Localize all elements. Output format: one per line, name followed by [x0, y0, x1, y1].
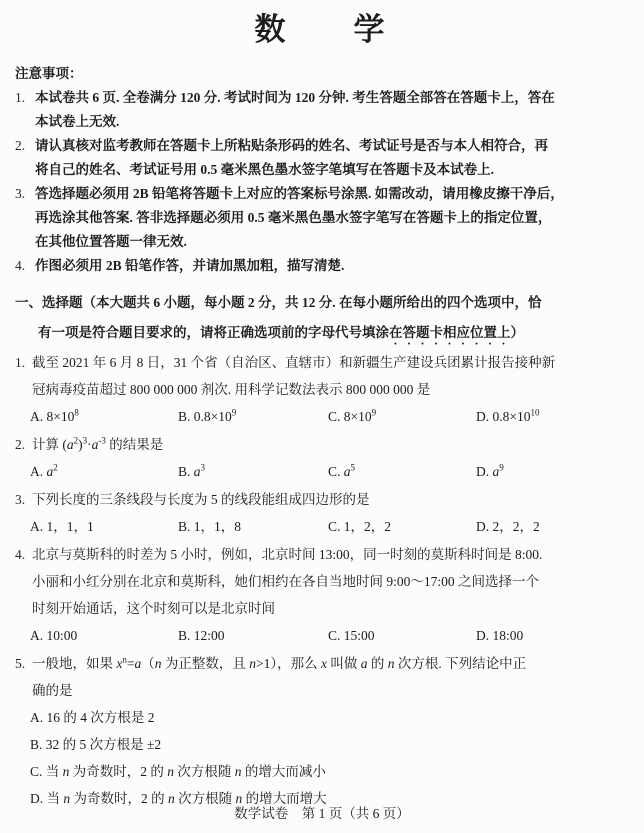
option-b: B. 1，1，8 [178, 519, 242, 534]
option-d: D. $0.8\times 10^{10}$ [476, 407, 540, 424]
notice-item-1 [15, 86, 626, 134]
question-number: 1. [15, 355, 26, 370]
notice-item-4 [15, 254, 626, 278]
notice-number: 1. [15, 90, 26, 105]
question-line: 冠病毒疫苗超过 800 000 000 剂次. 用科学记数法表示 800 000 000 是 [32, 382, 431, 397]
options-row [30, 513, 626, 540]
option-a: A. 16 的 4 次方根是 2 [30, 710, 155, 725]
question-4 [15, 541, 626, 649]
notice-number: 2. [15, 138, 26, 153]
notice-item-3 [15, 182, 626, 254]
question-line: 一般地，如果 $x^n=a(n$ 为正整数，且 n>1），那么 x 叫做 a 的 n 次方根. 下列结论中正 [32, 654, 527, 671]
question-line: 截至 2021 年 6 月 8 日，31 个省（自治区、直辖市）和新疆生产建设兵团累计报告接种新 [32, 355, 556, 370]
option-b: B. 32 的 5 次方根是 ±2 [30, 737, 162, 752]
section-heading-choice [15, 288, 626, 348]
option-a: A. $8\times 10^8$ [30, 407, 79, 424]
question-number: 5. [15, 656, 26, 671]
options-stack [30, 704, 626, 812]
options-row [30, 458, 626, 485]
notices-section [15, 62, 626, 278]
question-3 [15, 486, 626, 540]
question-1 [15, 349, 626, 430]
option-c: C. 1，2，2 [328, 519, 392, 534]
notice-line: 作图必须用 2B 铅笔作答，并请加黑加粗，描写清楚. [35, 258, 345, 273]
exam-title: 数 学 [254, 12, 387, 47]
notice-number: 4. [15, 258, 26, 273]
question-5 [15, 650, 626, 812]
option-a: A. 10:00 [30, 628, 78, 643]
section-heading-line1: 一、选择题（本大题共 6 小题，每小题 2 分，共 12 分. 在每小题所给出的四个选项中，恰 [15, 295, 542, 310]
question-line: 下列长度的三条线段与长度为 5 的线段能组成四边形的是 [32, 492, 370, 507]
option-d: D. $a^9$ [476, 462, 504, 479]
options-row [30, 403, 626, 430]
option-a: A. 1，1，1 [30, 519, 94, 534]
question-line: 确的是 [32, 683, 73, 698]
option-d: D. 18:00 [476, 628, 524, 643]
section-heading-emphasized-text: 在答题卡相应位置上 [389, 325, 511, 340]
notice-line: 在其他位置答题一律无效. [35, 234, 187, 249]
notices-heading: 注意事项： [15, 66, 83, 81]
option-b: B. $0.8\times 10^9$ [178, 407, 237, 424]
question-number: 2. [15, 437, 26, 452]
notice-line: 本试卷共 6 页. 全卷满分 120 分. 考试时间为 120 分钟. 考生答题全部答在答题卡上，答在 [35, 90, 555, 105]
option-c: C. $a^5$ [328, 462, 356, 479]
notice-line: 再选涂其他答案. 答非选择题必须用 0.5 毫米黑色墨水签字笔写在答题卡上的指定位置， [35, 210, 552, 225]
option-d: D. 2，2，2 [476, 519, 540, 534]
option-d: D. 当 n 为奇数时，2 的 n 次方根随 n 的增大而增大 [30, 791, 327, 806]
option-c: C. $8\times 10^9$ [328, 407, 377, 424]
option-c: C. 当 n 为奇数时，2 的 n 次方根随 n 的增大而减小 [30, 764, 326, 779]
page-footer: 数学试卷 第 1 页（共 6 页） [234, 806, 410, 821]
option-a: A. $a^2$ [30, 462, 58, 479]
section-heading-line2-post: ） [510, 325, 524, 340]
notice-line: 将自己的姓名、考试证号用 0.5 毫米黑色墨水签字笔填写在答题卡及本试卷上. [35, 162, 494, 177]
section-heading-line2 [38, 318, 626, 348]
option-c: C. 15:00 [328, 628, 375, 643]
question-2 [15, 431, 626, 485]
question-line: 北京与莫斯科的时差为 5 小时，例如，北京时间 13:00，同一时刻的莫斯科时间是 8:00. [32, 547, 543, 562]
notice-number: 3. [15, 186, 26, 201]
question-number: 4. [15, 547, 26, 562]
notice-line: 答选择题必须用 2B 铅笔将答题卡上对应的答案标号涂黑. 如需改动，请用橡皮擦干净后， [35, 186, 564, 201]
options-row [30, 622, 626, 649]
section-heading-line2-pre: 有一项是符合题目要求的，请将正确选项前的字母代号填涂 [38, 325, 389, 340]
question-line: 计算 $(a^2)^3\cdot a^{-3}$ 的结果是 [32, 435, 164, 452]
question-number: 3. [15, 492, 26, 507]
option-b: B. $a^3$ [178, 462, 206, 479]
question-line: 时刻开始通话，这个时刻可以是北京时间 [32, 601, 275, 616]
option-b: B. 12:00 [178, 628, 225, 643]
notice-line: 本试卷上无效. [35, 114, 120, 129]
notice-item-2 [15, 134, 626, 182]
question-line: 小丽和小红分别在北京和莫斯科，她们相约在各自当地时间 9:00～17:00 之间选择一个 [32, 574, 540, 589]
notice-line: 请认真核对监考教师在答题卡上所粘贴条形码的姓名、考试证号是否与本人相符合，再 [35, 138, 548, 153]
